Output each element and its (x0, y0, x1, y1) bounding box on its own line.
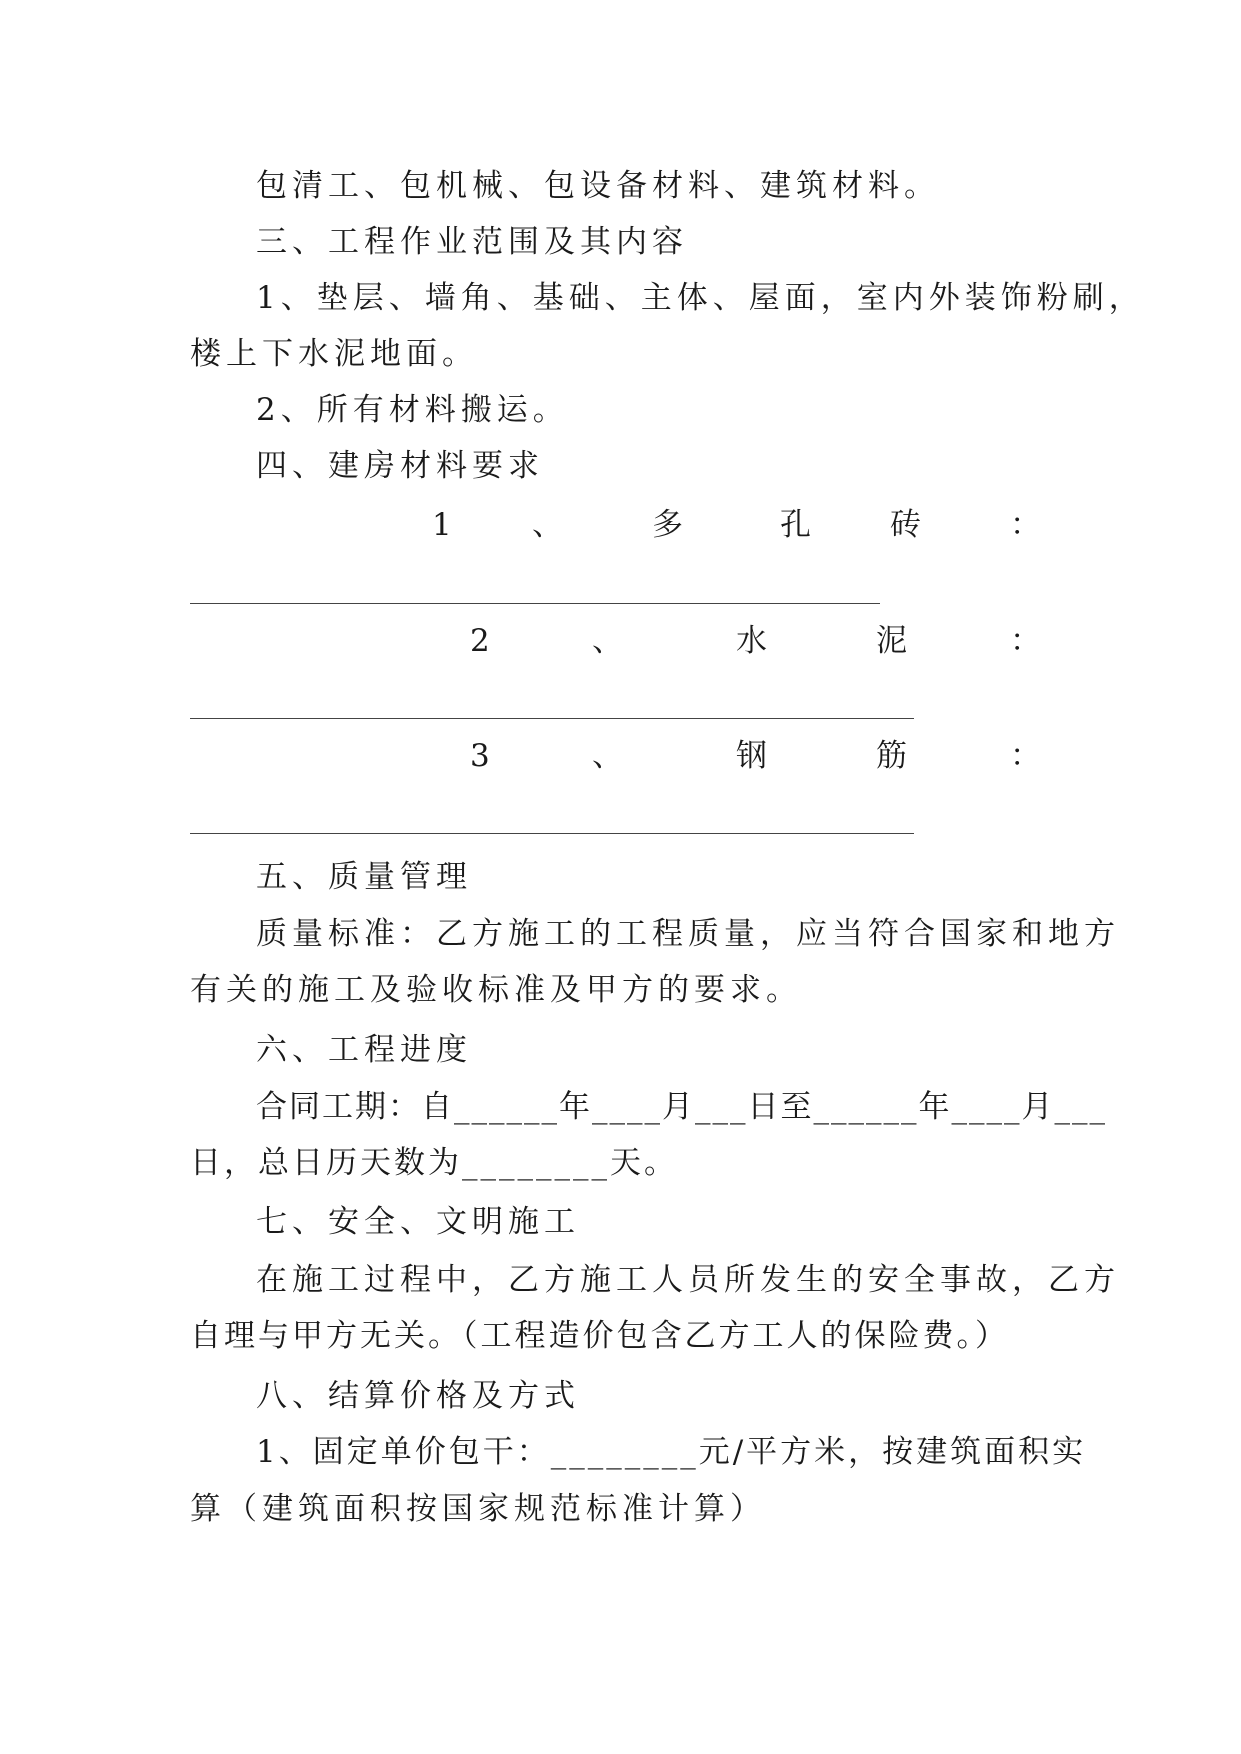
section-heading: 七、安全、文明施工 (256, 1204, 580, 1240)
material-separator: 、 (592, 738, 623, 774)
material-char: 钢 (736, 738, 767, 774)
blank-underline (190, 603, 880, 604)
material-number: 1 (432, 507, 452, 543)
material-colon: ： (1010, 507, 1041, 543)
paragraph-line: 包清工、包机械、包设备材料、建筑材料。 (256, 168, 940, 204)
paragraph-line: 2、所有材料搬运。 (256, 392, 569, 428)
section-heading: 四、建房材料要求 (256, 448, 544, 484)
paragraph-line: 质量标准：乙方施工的工程质量，应当符合国家和地方 (256, 916, 1120, 952)
material-char: 砖 (890, 507, 921, 543)
blank-underline (190, 718, 914, 719)
section-heading: 六、工程进度 (256, 1032, 472, 1068)
paragraph-line: 楼上下水泥地面。 (190, 336, 478, 372)
section-heading: 三、工程作业范围及其内容 (256, 224, 688, 260)
material-number: 2 (470, 623, 490, 659)
material-number: 3 (470, 738, 490, 774)
material-char: 多 (652, 507, 683, 543)
paragraph-line: 在施工过程中，乙方施工人员所发生的安全事故，乙方 (256, 1262, 1120, 1298)
material-colon: ： (1010, 623, 1041, 659)
material-separator: 、 (592, 623, 623, 659)
paragraph-line: 自理与甲方无关。（工程造价包含乙方工人的保险费。） (190, 1318, 1009, 1354)
material-char: 泥 (876, 623, 907, 659)
material-separator: 、 (532, 507, 563, 543)
material-colon: ： (1010, 738, 1041, 774)
unit-price-line: 1、固定单价包干：________元/平方米，按建筑面积实 (256, 1434, 1087, 1470)
paragraph-line: 1、垫层、墙角、基础、主体、屋面，室内外装饰粉刷， (256, 280, 1145, 316)
paragraph-line: 有关的施工及验收标准及甲方的要求。 (190, 972, 802, 1008)
material-row-1 (0, 505, 1241, 545)
section-heading: 五、质量管理 (256, 859, 472, 895)
material-row-3 (0, 736, 1241, 776)
blank-underline (190, 833, 914, 834)
material-row-2 (0, 621, 1241, 661)
material-char: 孔 (780, 507, 811, 543)
material-char: 水 (736, 623, 767, 659)
total-days-line: 日，总日历天数为________天。 (190, 1145, 678, 1181)
contract-period-line: 合同工期：自______年____月___日至______年____月___ (256, 1089, 1107, 1125)
section-heading: 八、结算价格及方式 (256, 1378, 580, 1414)
paragraph-line: 算（建筑面积按国家规范标准计算） (190, 1491, 766, 1527)
material-char: 筋 (876, 738, 907, 774)
